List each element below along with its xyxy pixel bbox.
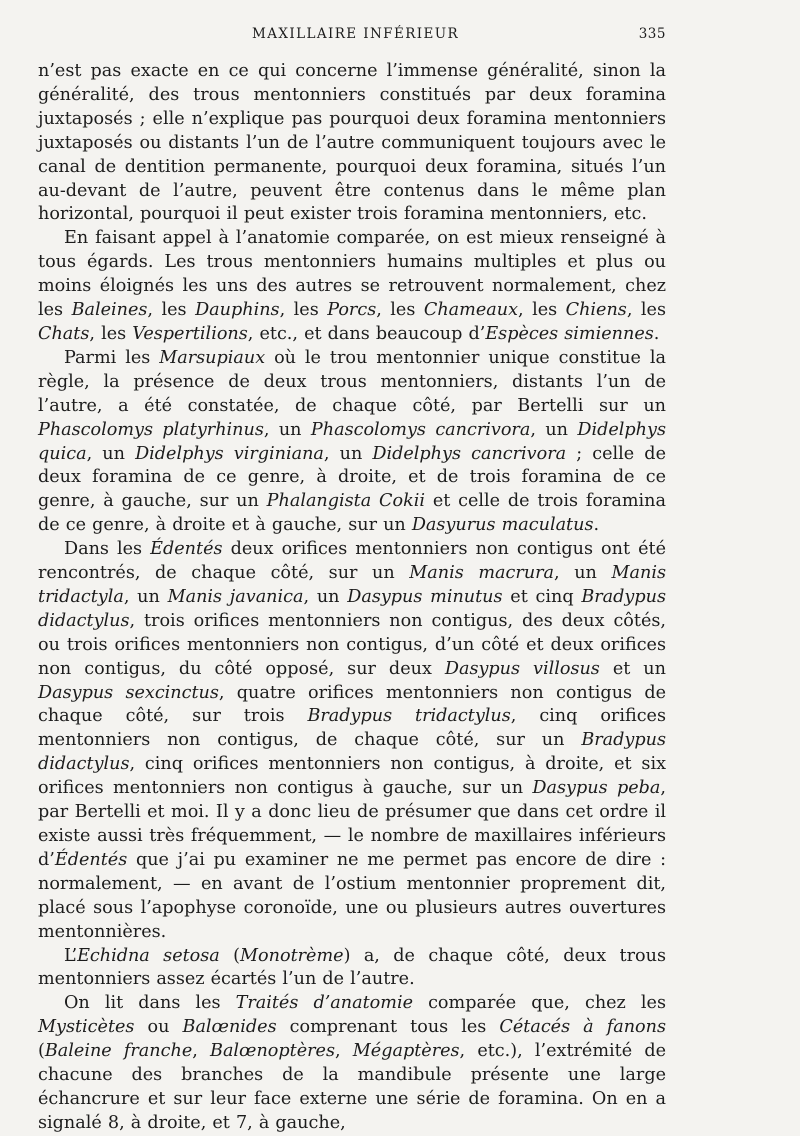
- italic-term: Manis javanica: [167, 586, 304, 607]
- italic-term: Traités d’anatomie: [235, 993, 413, 1014]
- text-run: ,: [192, 1041, 211, 1062]
- text-run: (: [219, 945, 241, 966]
- italic-term: Didelphys quica: [38, 419, 666, 464]
- italic-term: Monotrème: [240, 945, 344, 966]
- text-run: , etc.), l’extrémité de chacune des branches de la mandibule présente une large échancrure et sur leur face externe une série de foramina. On en a signalé 8, à droite, et 7, à gauche,: [38, 1041, 666, 1133]
- text-run: , les: [279, 300, 328, 321]
- italic-term: Dasypus peba: [532, 778, 661, 799]
- italic-term: Balœnides: [182, 1017, 277, 1038]
- italic-term: Balœnoptères: [210, 1041, 335, 1062]
- text-run: , un: [323, 443, 373, 464]
- italic-term: Manis macrura: [409, 563, 555, 584]
- text-run: ) a, de chaque côté, deux trous mentonniers assez écartés l’un de l’autre.: [38, 945, 666, 990]
- text-run: , un: [123, 586, 168, 607]
- text-run: , les: [518, 300, 566, 321]
- text-run: , cinq orifices mentonniers non contigus, à droite, et six orifices mentonniers non contigus à gauche, sur un: [38, 754, 666, 799]
- italic-term: Bradypus didactylus: [38, 730, 666, 775]
- text-run: , un: [303, 586, 348, 607]
- italic-term: Mégaptères: [352, 1041, 460, 1062]
- italic-term: Chats: [38, 323, 90, 344]
- text-run: et un: [599, 658, 666, 679]
- running-header: [34, 26, 666, 48]
- italic-term: Chiens: [565, 300, 627, 321]
- italic-term: Phascolomys cancrivora: [310, 419, 531, 440]
- italic-term: Marsupiaux: [159, 347, 266, 368]
- text-run: L’: [64, 945, 78, 966]
- text-run: deux orifices mentonniers non contigus ont été rencontrés, de chaque côté, sur un: [38, 539, 667, 584]
- paragraph: [38, 347, 666, 538]
- italic-term: Didelphys virginiana: [135, 443, 324, 464]
- text-run: ; celle de deux foramina de ce genre, à droite, et de trois foramina de ce genre, à gauche, sur un: [38, 443, 666, 512]
- italic-term: Cétacés à fanons: [499, 1017, 667, 1038]
- text-run: que j’ai pu examiner ne me permet pas encore de dire : normalement, — en avant de l’ostium mentonnier proprement dit, placé sous l’apophyse coronoïde, une ou plusieurs autres ouvertures mentonnières.: [38, 849, 666, 942]
- text-run: .: [593, 515, 600, 536]
- italic-term: Dasypus villosus: [444, 658, 600, 679]
- text-run: , par Bertelli et moi. Il y a donc lieu de présumer que dans cet ordre il existe aussi très fréquemment, — le nombre de maxillaires inférieurs d’: [38, 778, 666, 870]
- paragraph: [38, 60, 666, 227]
- italic-term: Espèces simiennes: [485, 323, 654, 344]
- text-run: , trois orifices mentonniers non contigus, des deux côtés, ou trois orifices mentonniers non contigus, d’un côté et deux orifices non contigus, du côté opposé, sur deux: [38, 610, 666, 679]
- text-run: , les: [376, 300, 424, 321]
- italic-term: Echidna setosa: [77, 945, 220, 966]
- text-run: comprenant tous les: [276, 1017, 500, 1038]
- italic-term: Dasypus sexcinctus: [38, 682, 219, 703]
- text-run: où le trou mentonnier unique constitue la règle, la présence de deux trous mentonniers, distants l’un de l’autre, a été constatée, de chaque côté, par Bertelli sur un: [38, 347, 666, 416]
- text-run: , un: [530, 419, 578, 440]
- italic-term: Bradypus didactylus: [38, 586, 666, 631]
- paragraph: [38, 227, 666, 347]
- italic-term: Édentés: [54, 849, 128, 870]
- text-run: Parmi les: [64, 347, 160, 368]
- paragraph: [38, 992, 666, 1135]
- text-run: ,: [334, 1041, 353, 1062]
- italic-term: Didelphys cancrivora: [372, 443, 567, 464]
- italic-term: Manis tridactyla: [38, 563, 666, 607]
- text-run: et celle de trois foramina de ce genre, à droite et à gauche, sur un: [38, 491, 666, 536]
- text-run: En faisant appel à l’anatomie comparée, on est mieux renseigné à tous égards. Les trous mentonniers humains multiples et plus ou moins éloignés les uns des autres se retrouvent normalement, chez les: [38, 228, 666, 321]
- paragraph: [38, 538, 666, 944]
- italic-term: Dasypus minutus: [347, 586, 503, 607]
- body-text: [38, 60, 666, 1136]
- italic-term: Phalangista Cokii: [266, 491, 426, 512]
- paragraph: [38, 945, 666, 993]
- text-run: , etc., et dans beaucoup d’: [247, 323, 486, 344]
- italic-term: Porcs: [327, 300, 377, 321]
- italic-term: Édentés: [150, 539, 223, 560]
- text-run: Dans les: [64, 539, 151, 560]
- italic-term: Mysticètes: [38, 1017, 135, 1038]
- text-run: , un: [263, 419, 311, 440]
- italic-term: Chameaux: [423, 300, 518, 321]
- italic-term: Dauphins: [195, 300, 280, 321]
- text-run: ou: [134, 1017, 183, 1038]
- italic-term: Dasyurus maculatus: [411, 515, 594, 536]
- page-number: 335: [638, 26, 666, 42]
- italic-term: Baleine franche: [44, 1041, 193, 1062]
- text-run: , les: [89, 323, 133, 344]
- text-run: , cinq orifices mentonniers non contigus, de chaque côté, sur un: [38, 706, 666, 751]
- text-run: , les: [626, 300, 666, 321]
- text-run: , un: [554, 563, 612, 584]
- italic-term: Bradypus tridactylus: [307, 706, 511, 727]
- text-run: .: [653, 323, 660, 344]
- text-run: n’est pas exacte en ce qui concerne l’immense généralité, sinon la généralité, des trous mentonniers constitués par deux foramina juxtaposés ; elle n’explique pas pourquoi deux foramina mentonniers juxtaposés ou distants l’un de l’autre communiquent toujours avec le canal de dentition permanente, pourquoi deux foramina, situés l’un au-devant de l’autre, peuvent être contenus dans le même plan horizontal, pourquoi il peut exister trois foramina mentonniers, etc.: [38, 61, 666, 225]
- text-run: On lit dans les: [64, 993, 236, 1014]
- header-title: MAXILLAIRE INFÉRIEUR: [252, 26, 460, 42]
- text-run: , les: [147, 300, 196, 321]
- italic-term: Phascolomys platyrhinus: [38, 419, 264, 440]
- text-run: et cinq: [502, 586, 582, 607]
- italic-term: Vespertilions: [132, 323, 248, 344]
- text-run: , un: [86, 443, 136, 464]
- text-run: comparée que, chez les: [413, 993, 666, 1014]
- text-run: , quatre orifices mentonniers non contigus de chaque côté, sur trois: [38, 682, 666, 727]
- italic-term: Baleines: [71, 300, 148, 321]
- text-run: (: [38, 1041, 45, 1062]
